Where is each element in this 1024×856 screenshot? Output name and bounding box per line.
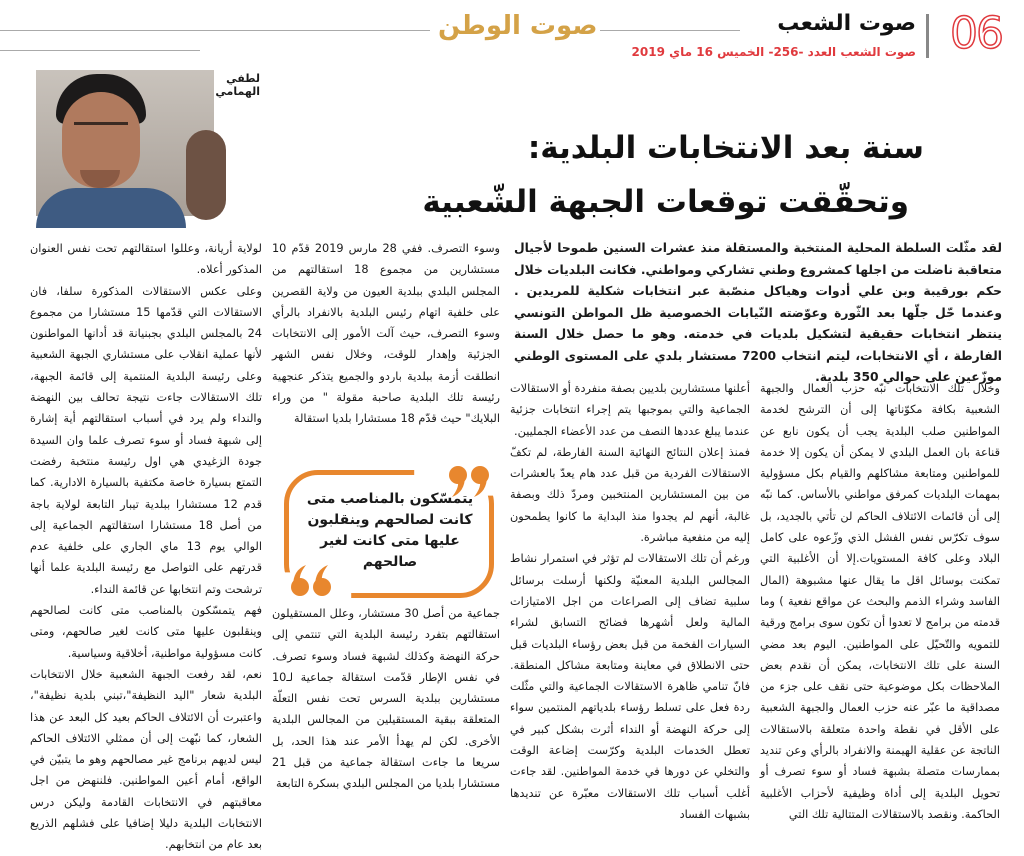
page-number: 06 <box>950 8 1002 59</box>
newspaper-logo <box>777 10 916 38</box>
paragraph: أعلنها مستشارين بلديين بصفة منفردة أو الاستقالات الجماعية والتي بموجبها يتم إجراء انتخابات جزئية عندما يبلغ عددها النصف من عدد الأعضاء الجمليين. <box>510 382 750 438</box>
section-title: صوت الوطن <box>438 11 598 41</box>
issue-line: صوت الشعب العدد -256- الخميس 16 ماي 2019 <box>631 45 916 59</box>
lead-paragraph: لقد مثّلت السلطة المحلية المنتخبة والمستقلة منذ عشرات السنين طموحا لأجيال متعاقبة ناضلت من اجلها كمشروع وطني تشاركي ومواطني. فكانت البلديات خلال حكم بورقيبة وبن علي أدوات وهياكل منصّبة عبر انتخابات شكلية للمريدين . وعندما حّل جلّها بعد الثّورة وعوّضته النّيابات الخصوصية ظل المواطن التونسي ينتظر انتخابات حقيقية لتشكيل بلديات في خدمته. وهو ما حصل خلال السنة الفارطة ، أي الانتخابات، ليتم انتخاب 7200 مستشار بلدي على المستوى الوطني موزّعين على حوالي 350 بلدية. <box>514 241 1002 384</box>
article-column-1 <box>760 378 1000 846</box>
paragraph: لولاية أريانة، وعللوا استقالتهم تحت نفس العنوان المذكور أعلاه. <box>30 242 262 277</box>
header-rule <box>0 30 430 31</box>
headline-line-1: سنة بعد الانتخابات البلدية: <box>527 130 924 166</box>
header-rule <box>600 30 740 31</box>
logo-text: صوت الشعب <box>777 11 916 36</box>
pull-quote-content: يتمسّكون بالمناصب متى كانت لصالحهم وينقلبون عليها متى كانت لغير صالحهم <box>306 491 474 570</box>
article-column-4 <box>30 238 262 852</box>
headline-line-2: وتحقّقت توقعات الجبهة الشّعبية <box>422 184 909 220</box>
paragraph: جماعية من أصل 30 مستشار، وعلل المستقيلون استقالتهم بتفرد رئيسة البلدية التي تنتمي إلى حركة النهضة وكذلك لشبهة فساد وسوء تصرف. في نفس الإطار قدّمت استقالة جماعية لـ10 مستشارين ببلدية السرس تحت نفس التعلّة المتعلقة ببقية المستقيلين من المجالس البلدية الأخرى. لكن لم يهدأ الأمر عند هذا الحد، بل سريعا ما جاءت استقالة جماعية من قبل 21 مستشارا بلديا من المجلس البلدي بسكرة التابعة <box>272 607 500 791</box>
paragraph: فهم يتمسّكون بالمناصب متى كانت لصالحهم وينقلبون عليها متى كانت لغير صالحهم، ومتى كانت مسؤولية مواطنية، أخلاقية وسياسية. <box>30 604 262 660</box>
article-column-2 <box>510 378 750 846</box>
header-divider <box>926 14 929 58</box>
pull-quote-text <box>306 486 474 576</box>
header-rule <box>0 50 200 51</box>
article-column-3-bottom <box>272 603 500 846</box>
paragraph: ورغم أن تلك الاستقالات لم تؤثر في استمرار نشاط المجالس البلدية المعنيّة ولكنها أرسلت برسائل سلبية تضاف إلى الصراعات من اجل الامتيازات المالية ولعل أشهرها فضائح التسابق لشراء السيارات الفخمة من قبل بعض رؤساء البلديات قبل حتى الانطلاق في معاينة ومتابعة مشاكل المنطقة. فانّ تنامي ظاهرة الاستقالات الجماعية والتي مثّلت ردة فعل على تسلط رؤساء بلدياتهم المنتمين سواء إلى حركة النهضة أو النداء أثرت بشكل كبير في تعطل الخدمات البلدية وكرّست إضاعة الوقت والتخلي عن دورها في خدمة المواطنين. لقد جاءت أغلب أسباب تلك الاستقالات معبّرة عن تنديدها بشبهات الفساد <box>510 552 750 821</box>
paragraph: نعم، لقد رفعت الجبهة الشعبية خلال الانتخابات البلدية شعار "اليد النظيفة"،تبني بلدية نظيفة"، واعتبرت أن الائتلاف الحاكم بعيد كل البعد عن هذا الشعار، كما نبّهت إلى أن ممثلي الائتلاف الحاكم ليس لديهم برنامج غير مصالحهم وهو ما يتبيّن في الواقع، أمام أعين المواطنين. فلننهض من اجل معاقبتهم في الانتخابات القادمة وليكن درس الانتخابات البلدية دليلا إضافيا على فشلهم الذريع بعد عام من انتخابهم. <box>30 667 262 852</box>
paragraph: وسوء التصرف. ففي 28 مارس 2019 قدّم 10 مستشارين من مجموع 18 استقالتهم من المجلس البلدي ببلدية العيون من ولاية القصرين على خلفية اتهام رئيس البلدية بالانفراد بالرأي وسوء التصرف، حيث آلت الأمور إلى الانتخابات الجزئية وإهدار للوقت، وخلال نفس الشهر انطلقت أزمة ببلدية باردو والجميع يتذكر عنجهية رئيسة تلك البلدية صاحبة مقولة " من وراء البلايك" حيث قدّم 18 مستشارا بلديا استقالة <box>272 242 500 426</box>
paragraph: وخلال تلك الانتخابات نبّه حزب العمال والجبهة الشعبية بكافة مكوّناتها إلى أن الترشح لخدمة المواطنين صلب البلدية يجب أن يكون نابع عن قناعة بان العمل البلدي لا يمكن أن يكون إلا خدمة للمواطنين ومتابعة مشاكلهم والقيام بكل مسؤولية بمهمات البلديات كمرفق مواطني بالأساس. كما نبّه إلى أن قائمات الائتلاف الحاكم لن تأتي بالجديد، بل سوف تكرّس نفس الفشل الذي وزّعوه على كامل البلاد وعلى كافة المستويات.إلا أن الأغلبية التي تمكنت بوسائل اقل ما يقال عنها مشبوهة (المال الفاسد وشراء الذمم والبحث عن مواقع نفعية ) وما قدمته من برامج لا تعدوا أن تكون سوى برامج ورقية للتمويه والتّحيّل على المواطنين. اليوم بعد مضي السنة على تلك الانتخابات، يمكن أن نقدم بعض الملاحظات بكل موضوعية حتى نقف على جزء من مصداقية ما عبّر عنه حزب العمال والجبهة الشعبية على الأقل في نقطة واحدة متعلقة بالاستقالات الناتجة عن عقلية الهيمنة والانفراد بالرأي وعن تنديد بممارسات متصلة بشبهة فساد أو سوء تصرف أو تحويل البلدية إلى أداة وظيفية لأحزاب الأغلبية الحاكمة. ونقصد بالاستقالات المتتالية تلك التي <box>760 382 1000 821</box>
author-name: لطفي الهمامي <box>215 72 260 98</box>
pull-quote <box>284 464 496 598</box>
paragraph: وعلى عكس الاستقالات المذكورة سلفا، فان الاستقالات التي قدّمها 15 مستشارا من مجموع 24 بالمجلس البلدي بجبنيانة قد أدانها المواطنون لأنها عملية انقلاب على مستشاري الجبهة الشعبية وعلى رئيسة البلدية المنتمية إلى قائمة الجبهة، تلك الاستقالات جاءت نتيجة تحالف بين النهضة والنداء ولم يرد في أسباب استقالتهم أية إشارة إلى شبهة فساد أو سوء تصرف علما وان السيدة جودة الزغيدي هي اول رئيسة منتخبة رفضت التمتع بسيارة خاصة مكتفية بالسيارة الادارية. كما قدم 12 مستشارا ببلدية تيبار التابعة لولاية باجة من أصل 18 مستشارا استقالتهم الجماعية إلى الوالي يوم 13 ماي الجاري على خلفية عدم قدرتهم على التواصل مع رئيسة البلدية علما أنها ترشحت وتم انتخابها عن قائمة النداء. <box>30 284 262 596</box>
article-column-3-top <box>272 238 500 451</box>
paragraph: فمنذ إعلان النتائج النهائية السنة الفارطة، لم تكفّ الاستقالات الفردية من قبل عدد هام يعدّ بالعشرات من بين المستشارين المنتخبين ومردّ ذلك وبصفة غالبة، أنهم لم يجدوا منذ البداية ما كانوا يطمحون إليه من منفعية مباشرة. <box>510 445 750 545</box>
